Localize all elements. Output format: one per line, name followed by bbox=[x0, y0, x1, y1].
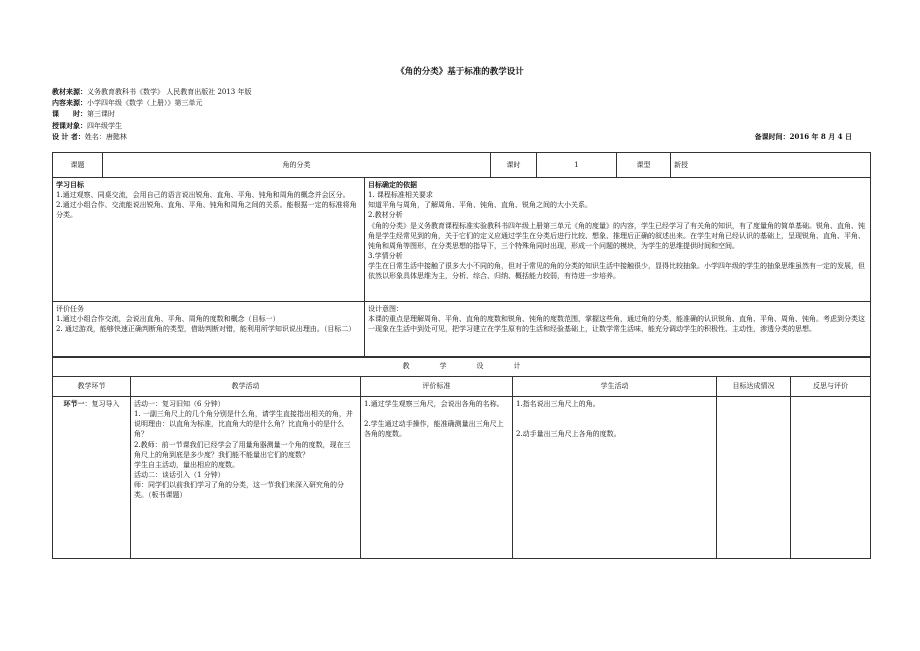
meta-audience bbox=[52, 121, 852, 131]
criteria-line: 2.学生通过动手操作，能准确测量出三角尺上各角的度数。 bbox=[364, 420, 504, 439]
hours-value: 1 bbox=[537, 153, 617, 178]
col-header: 教学活动 bbox=[131, 377, 361, 397]
teaching-design-table bbox=[52, 356, 871, 559]
design-header-char: 设 bbox=[476, 362, 484, 371]
lesson-info-table bbox=[52, 152, 871, 358]
intent-cell bbox=[365, 302, 871, 358]
basis-line: 《角的分类》是义务教育课程标准实验教科书四年级上册第三单元《角的度量》的内容，学生已经学习了有关角的知识，有了度量角的简单基础。锐角、直角、钝角是学生经常见到的角，关于它们的定义应通过学生在分类后进行比较、想象、推理后正确的叙述出来。在学生对角已经认识的基础上，呈现锐角、直角、平角、钝角和周角等图形，在分类思想的指导下，三个特殊角同时出现，形成一个问题的模块，为学生的思维提供时间和空间。 bbox=[368, 221, 865, 250]
goals-title: 学习目标 bbox=[56, 180, 84, 189]
activity-line: 1. 一副三角尺上的几个角分别是什么角，请学生直接指出相关的角，并说明理由：以直角为标准，比直角大的是什么角？比直角小的是什么角？ bbox=[134, 410, 353, 439]
designer-label: 设 计 者： bbox=[52, 132, 85, 141]
basis-cell bbox=[365, 178, 871, 302]
tasks-title: 评价任务 bbox=[56, 305, 84, 313]
activity-line: 2.教师：前一节课我们已经学会了用量角器测量一个角的度数，现在三角尺上的角到底是多少度？我们能不能量出它们的度数？ bbox=[134, 440, 351, 459]
step-label: 环节一 bbox=[63, 399, 85, 408]
meta-lesson bbox=[52, 109, 852, 119]
designer-value: 姓名：唐懿林 bbox=[84, 133, 127, 141]
type-value: 新授 bbox=[671, 153, 871, 178]
lesson-value: 第三课时 bbox=[87, 110, 115, 118]
student-line: 2.动手量出三角尺上各角的度数。 bbox=[516, 430, 621, 439]
goals-cell bbox=[53, 178, 365, 302]
activity-line: 活动二：谈话引入（1 分钟） bbox=[134, 470, 225, 479]
audience-value: 四年级学生 bbox=[87, 122, 122, 130]
student-cell bbox=[513, 397, 717, 559]
col-header: 教学环节 bbox=[53, 377, 131, 397]
basis-line: 3.学情分析 bbox=[368, 251, 403, 260]
goal-item: 1.通过观察、同桌交流，会用自己的语言说出锐角、直角、平角、钝角和周角的概念并会区分。 bbox=[56, 191, 350, 200]
meta-content bbox=[52, 98, 852, 108]
prep-time: 备课时间：2016 年 8 月 4 日 bbox=[754, 132, 852, 141]
basis-line: 2.教材分析 bbox=[368, 211, 403, 220]
activity-line: 学生自主活动，量出相应的度数。 bbox=[134, 460, 239, 469]
topic-label: 课题 bbox=[53, 153, 103, 178]
source-value: 义务教育教科书《数学》 人民教育出版社 2013 年版 bbox=[87, 88, 252, 96]
document-title: 《角的分类》基于标准的教学设计 bbox=[396, 67, 524, 77]
step-label-cell bbox=[53, 397, 131, 559]
audience-label: 授课对象： bbox=[52, 121, 87, 130]
basis-title: 目标确定的依据 bbox=[368, 180, 417, 189]
lesson-label: 课 时： bbox=[52, 109, 87, 118]
reflection-cell bbox=[791, 397, 871, 559]
intent-text: 本课的重点是理解周角、平角、直角的度数和锐角、钝角的度数范围，掌握这些角，通过角的分类，能准确的认识锐角、直角、平角、周角、钝角。考虑到分类这一现象在生活中到处可见，把学习建立在学生原有的生活和经验基础上，让数学常生活味，能充分调动学生的积极性、主动性，渗透分类的思想。 bbox=[368, 315, 865, 334]
design-header-char: 教 bbox=[402, 362, 410, 371]
task-item: 1.通过小组合作交流，会说出直角、平角、周角的度数和概念（目标一） bbox=[56, 315, 280, 324]
col-header: 反思与评价 bbox=[791, 377, 871, 397]
task-item: 2. 通过游戏，能够快速正确判断角的类型，借助判断对错，能利用所学知识说出理由。（目标二） bbox=[56, 325, 356, 334]
design-header-char: 学 bbox=[439, 362, 447, 371]
topic-value: 角的分类 bbox=[103, 153, 491, 178]
content-value: 小学四年级《数学（上册）》第三单元 bbox=[87, 99, 203, 107]
activity-line: 师：同学们以前我们学习了角的分类，这一节我们来深入研究角的分类。（板书课题） bbox=[134, 481, 344, 500]
achievement-cell bbox=[717, 397, 791, 559]
meta-source bbox=[52, 87, 852, 97]
basis-line: 学生在日常生活中接触了很多大小不同的角，但对于常见的角的分类的知识生活中接触很少，显得比较抽象。小学四年级的学生的抽象思维虽然有一定的发展，但依然以形象具体思维为主，分析、综合、归纳、概括能力较弱，有待进一步培养。 bbox=[368, 262, 865, 281]
col-header: 目标达成情况 bbox=[717, 377, 791, 397]
design-header bbox=[53, 357, 871, 377]
type-label: 课型 bbox=[617, 153, 671, 178]
basis-line: 知道平角与周角，了解周角、平角、钝角、直角、锐角之间的大小关系。 bbox=[368, 201, 592, 210]
intent-title: 设计意图： bbox=[368, 305, 403, 313]
col-header: 评价标准 bbox=[361, 377, 513, 397]
activity-line: 活动一：复习旧知（6 分钟） bbox=[134, 400, 225, 408]
meta-designer bbox=[52, 132, 852, 142]
design-header-char: 计 bbox=[513, 362, 521, 371]
content-label: 内容来源： bbox=[52, 98, 87, 107]
col-header: 学生活动 bbox=[513, 377, 717, 397]
basis-line: 1. 课程标准相关要求 bbox=[368, 191, 433, 200]
criteria-cell bbox=[361, 397, 513, 559]
goal-item: 2.通过小组合作、交流能说出锐角、直角、平角、钝角和周角之间的关系。能根据一定的标准将角分类。 bbox=[56, 201, 357, 220]
step-label-suffix: ：复习导入 bbox=[84, 400, 120, 408]
tasks-cell bbox=[53, 302, 365, 358]
activities-cell bbox=[131, 397, 361, 559]
source-label: 教材来源： bbox=[52, 87, 87, 96]
criteria-line: 1.通过学生观察三角尺，会说出各角的名称。 bbox=[364, 400, 504, 408]
hours-label: 课时 bbox=[491, 153, 537, 178]
student-line: 1.指名说出三角尺上的角。 bbox=[516, 400, 600, 408]
